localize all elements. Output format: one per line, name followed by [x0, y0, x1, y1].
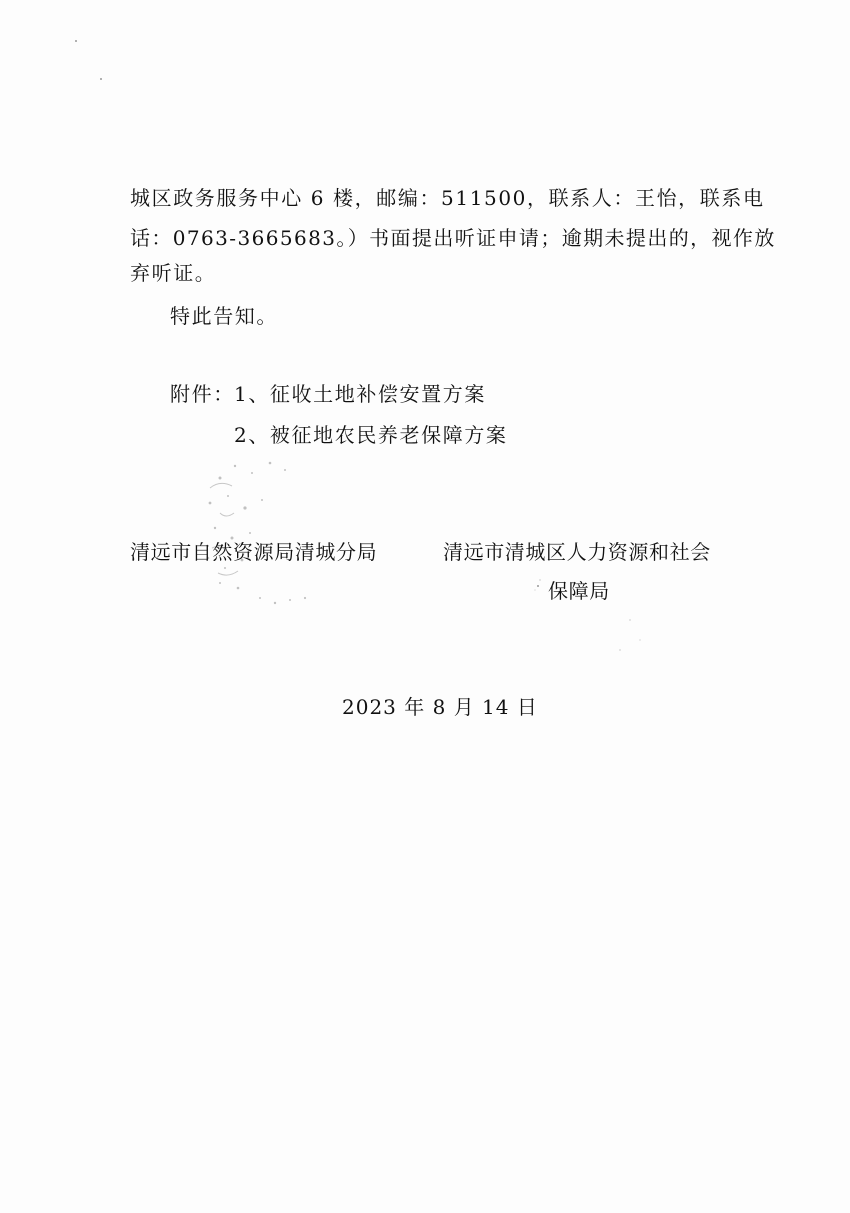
scan-speck [100, 78, 102, 80]
document-date: 2023 年 8 月 14 日 [342, 695, 538, 719]
attachment-item: 2、被征地农民养老保障方案 [234, 423, 508, 447]
scan-speck [75, 40, 77, 42]
body-paragraph-line-3: 弃听证。 [130, 261, 217, 285]
faded-seal-left-icon [190, 448, 330, 618]
signature-right-line-1: 清远市清城区人力资源和社会 [443, 540, 711, 564]
signature-left: 清远市自然资源局清城分局 [130, 540, 378, 564]
signature-right-line-2: 保障局 [548, 579, 610, 603]
body-paragraph-line-2: 话：0763-3665683。）书面提出听证申请；逾期未提出的，视作放 [130, 226, 776, 250]
notice-text: 特此告知。 [170, 304, 278, 328]
body-paragraph-line-1: 城区政务服务中心 6 楼，邮编：511500，联系人：王怡，联系电 [130, 186, 765, 210]
attachment-item: 1、征收土地补偿安置方案 [234, 382, 486, 406]
scan-speck [537, 585, 539, 587]
attachments-label: 附件： [170, 382, 235, 406]
